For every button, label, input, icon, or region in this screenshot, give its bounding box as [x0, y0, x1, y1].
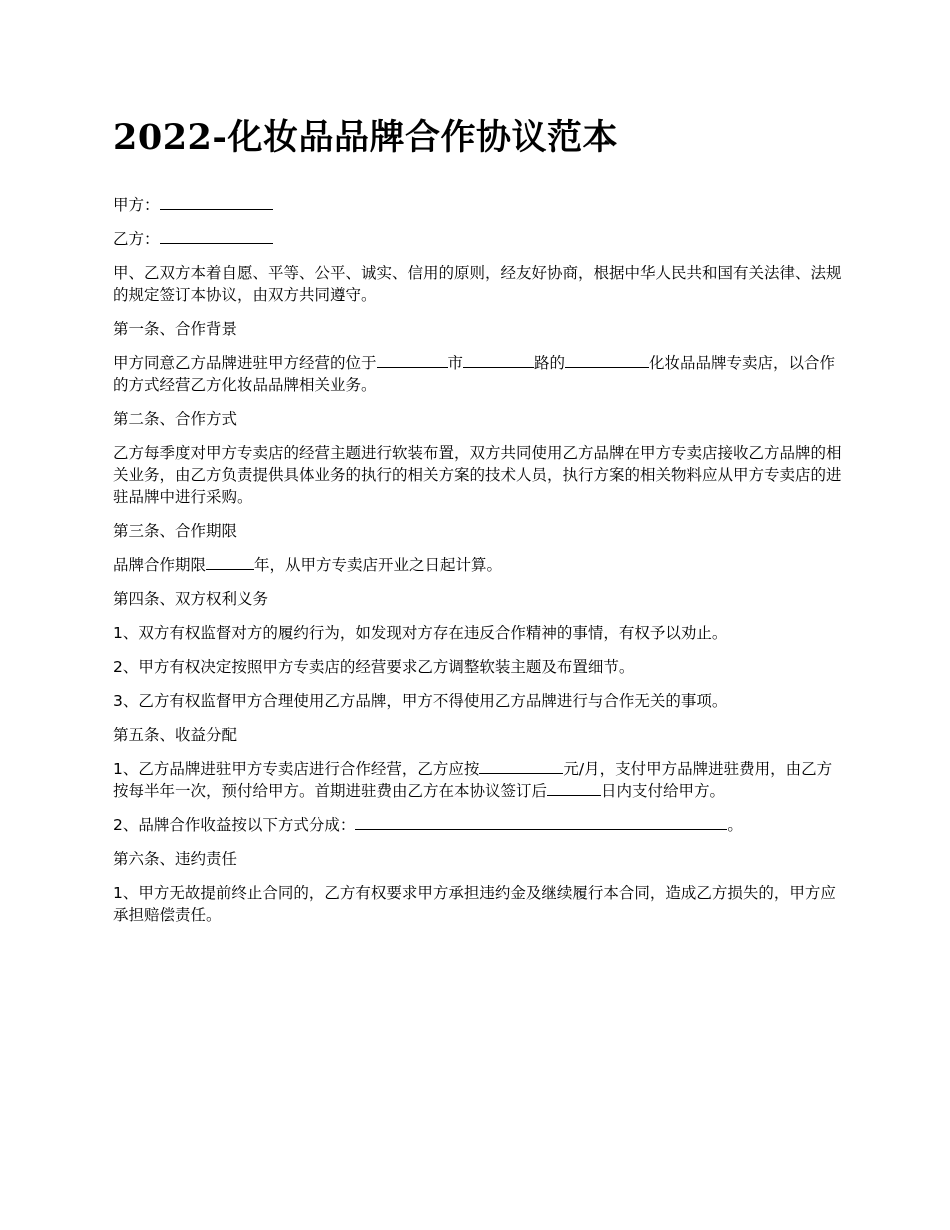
article-6-item-1: 1、甲方无故提前终止合同的，乙方有权要求甲方承担违约金及继续履行本合同，造成乙方损失的，甲方应承担赔偿责任。	[113, 884, 836, 924]
article-1-heading: 第一条、合作背景	[113, 320, 238, 338]
article-5-item-1-part2: 元/月，支付甲方品牌进驻费用，由乙方按每半年一次，预付给甲方。首期进驻费由乙方在本协议签订后	[113, 760, 833, 800]
article-2-heading: 第二条、合作方式	[113, 410, 238, 428]
party-b-line	[113, 228, 843, 250]
monthly-fee-blank	[479, 758, 563, 774]
article-2-text: 乙方每季度对甲方专卖店的经营主题进行软装布置，双方共同使用乙方品牌在甲方专卖店接收乙方品牌的相关业务，由乙方负责提供具体业务的执行的相关方案的技术人员，执行方案的相关物料应从甲方专卖店的进驻品牌中进行采购。	[113, 444, 842, 506]
article-3-text-part1: 品牌合作期限	[113, 556, 207, 574]
article-5-item-2	[113, 814, 843, 836]
revenue-share-blank	[355, 814, 727, 830]
article-3-text	[113, 554, 843, 576]
article-1-text-part3: 路的	[534, 354, 566, 372]
article-6-heading: 第六条、违约责任	[113, 850, 238, 868]
article-4-item-2: 2、甲方有权决定按照甲方专卖店的经营要求乙方调整软装主题及布置细节。	[113, 658, 635, 676]
article-5-item-1-part1: 1、乙方品牌进驻甲方专卖店进行合作经营，乙方应按	[113, 760, 480, 778]
article-4-item-3: 3、乙方有权监督甲方合理使用乙方品牌，甲方不得使用乙方品牌进行与合作无关的事项。	[113, 692, 728, 710]
article-1-text-part1: 甲方同意乙方品牌进驻甲方经营的位于	[113, 354, 377, 372]
article-4-heading: 第四条、双方权利义务	[113, 590, 269, 608]
preamble: 甲、乙双方本着自愿、平等、公平、诚实、信用的原则，经友好协商，根据中华人民共和国有关法律、法规的规定签订本协议，由双方共同遵守。	[113, 264, 842, 304]
party-b-label: 乙方：	[113, 230, 160, 248]
article-5-item-1-part3: 日内支付给甲方。	[601, 782, 726, 800]
article-5-item-2-part2: 。	[727, 816, 743, 834]
article-5-heading: 第五条、收益分配	[113, 726, 238, 744]
address-blank	[565, 352, 649, 368]
article-1-text-part2: 市	[447, 354, 464, 372]
article-5-item-2-part1: 2、品牌合作收益按以下方式分成：	[113, 816, 356, 834]
article-3-text-part2: 年，从甲方专卖店开业之日起计算。	[254, 556, 503, 574]
article-1-text-part4: 化妆品品牌专卖店，以合作的方式经营乙方化妆品品牌相关业务。	[113, 354, 836, 394]
term-years-blank	[206, 554, 254, 570]
party-a-label: 甲方：	[113, 196, 160, 214]
road-blank	[463, 352, 534, 368]
article-4-item-1: 1、双方有权监督对方的履约行为，如发现对方存在违反合作精神的事情，有权予以劝止。	[113, 624, 728, 642]
document-title: 2022-化妆品品牌合作协议范本	[113, 117, 618, 158]
article-5-item-1	[113, 758, 843, 802]
article-1-text	[113, 352, 843, 396]
document-page	[113, 112, 843, 938]
city-blank	[377, 352, 448, 368]
payment-days-blank	[547, 780, 601, 796]
party-a-line	[113, 194, 843, 216]
party-b-blank	[160, 228, 273, 244]
article-3-heading: 第三条、合作期限	[113, 522, 238, 540]
party-a-blank	[160, 194, 273, 210]
